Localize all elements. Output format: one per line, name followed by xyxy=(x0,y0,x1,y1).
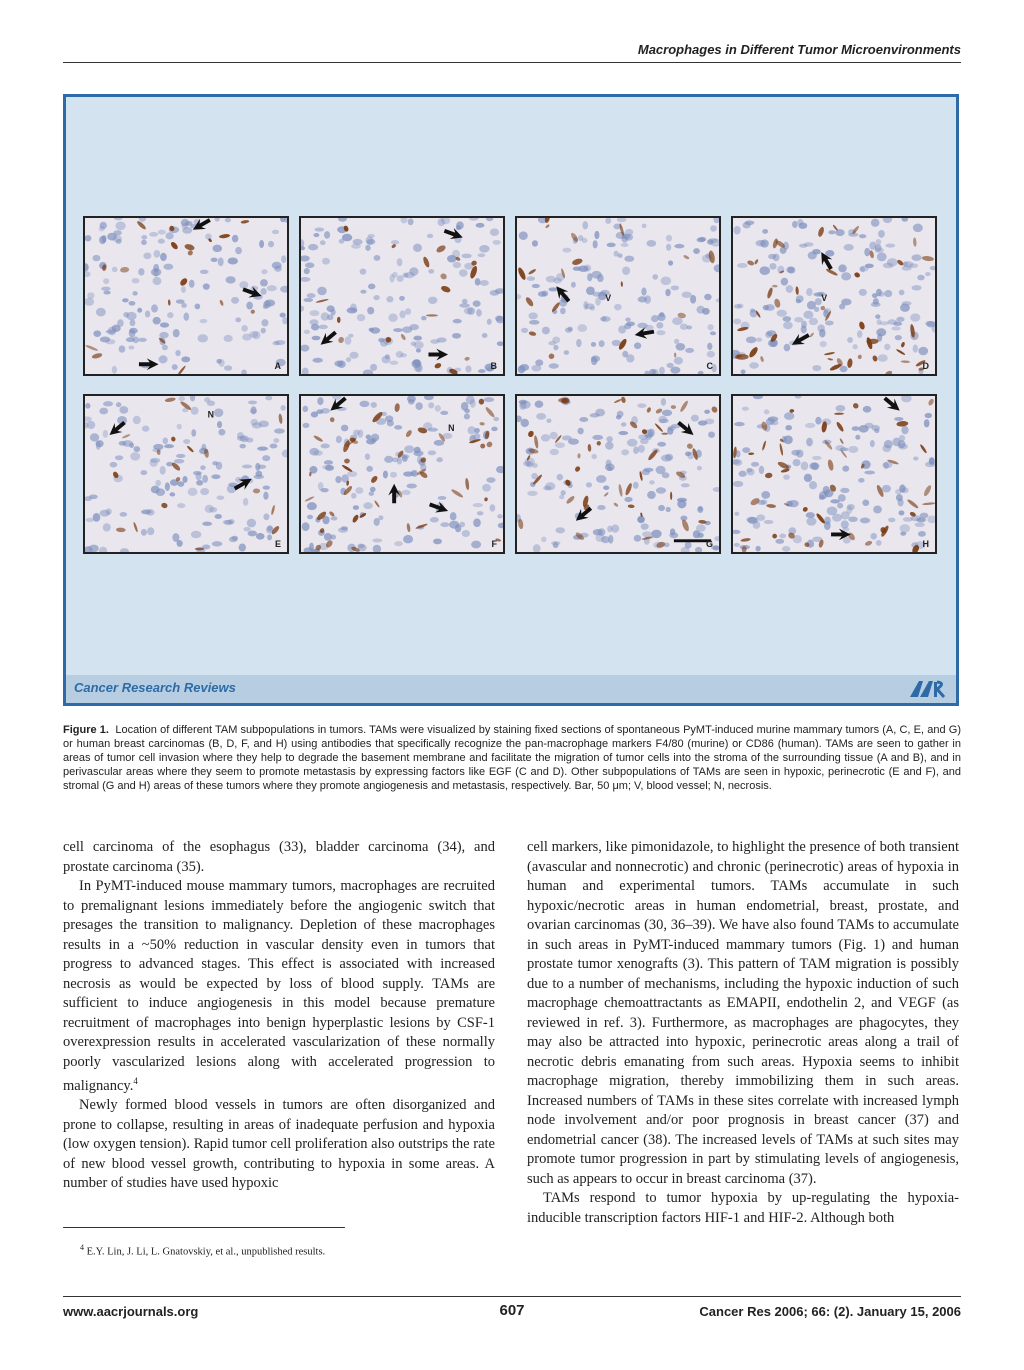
figure-caption xyxy=(63,723,961,793)
panel-letter: G xyxy=(705,539,713,549)
paragraph: Newly formed blood vessels in tumors are often disorganized and prone to collapse, resulting in areas of inadequate perfusion and hypoxia (low oxygen tension). Rapid tumor cell proliferation also outstrips the rate of new blood vessel growth, contributing to hypoxia in some areas. A number of studies have used hypoxic xyxy=(63,1097,495,1192)
panel-letter: E xyxy=(274,539,281,549)
figure-footer-bar xyxy=(66,675,956,703)
panel-label: V xyxy=(821,292,828,303)
running-title: Macrophages in Different Tumor Microenvironments xyxy=(637,42,961,57)
footnote-rule xyxy=(63,1227,345,1228)
footnote-ref[interactable]: 4 xyxy=(133,1076,138,1086)
right-column xyxy=(527,838,959,1228)
micrograph-image xyxy=(85,396,287,552)
figure-panel-a xyxy=(83,216,289,376)
figure-panel-g xyxy=(515,394,721,554)
panel-letter: C xyxy=(706,361,713,371)
panel-label: N xyxy=(448,423,455,434)
paragraph-text: In PyMT-induced mouse mammary tumors, macrophages are recruited to premalignant lesions immediately before the angiogenic switch that presages the transition to malignancy. Depletion of these macrophages results in a ~50% reduction in vascular density even in tumors that progress to advanced stages. This effect is associated with increased necrosis as would be expected by loss of blood supply. TAMs are sufficient to induce angiogenesis in this model because premature recruitment of macrophages into benign hyperplastic lesions by CSF-1 overexpression results in accelerated vascularization of these normally poorly vascularized lesions along with accelerated progression to malignancy. xyxy=(63,878,495,1094)
figure-label: Figure 1. xyxy=(63,724,109,736)
micrograph-image xyxy=(301,396,503,552)
panel-letter: F xyxy=(491,539,497,549)
panel-label: N xyxy=(207,409,214,420)
panel-letter: D xyxy=(922,361,929,371)
figure-panel-h xyxy=(731,394,937,554)
aacr-logo-icon xyxy=(906,677,948,701)
footnote-text: E.Y. Lin, J. Li, L. Gnatovskiy, et al., unpublished results. xyxy=(86,1246,326,1258)
caption-text: Location of different TAM subpopulations in tumors. TAMs were visualized by staining fixed sections of spontaneous PyMT-induced murine mammary tumors (A, C, E, and G) or human breast carcinomas (B, D, F, and H) using antibodies that specifically recognize the pan-macrophage markers F4/80 (murine) or CD86 (human). TAMs are seen to gather in areas of tumor cell invasion where they help to degrade the basement membrane and facilitate the migration of tumor cells into the stroma of the surrounding tissue (A and B), and in perivascular areas where they seem to promote metastasis by expressing factors like EGF (C and D). Other subpopulations of TAMs are seen in hypoxic, perinecrotic (E and F), and stromal (G and H) areas of these tumors where they promote angiogenesis and metastasis, respectively. Bar, 50 μm; V, blood vessel; N, necrosis. xyxy=(63,724,961,792)
figure-panel-c xyxy=(515,216,721,376)
figure-1 xyxy=(63,94,959,706)
figure-panel-f xyxy=(299,394,505,554)
figure-brand: Cancer Research Reviews xyxy=(74,680,236,695)
micrograph-image xyxy=(301,218,503,374)
footnote xyxy=(80,1243,325,1258)
paragraph xyxy=(63,877,495,1096)
panel-letter: H xyxy=(922,539,929,549)
paragraph: TAMs respond to tumor hypoxia by up-regulating the hypoxia-inducible transcription factors HIF-1 and HIF-2. Although both xyxy=(527,1190,959,1226)
left-column xyxy=(63,838,495,1194)
footnote-marker: 4 xyxy=(80,1243,84,1252)
figure-panel-d xyxy=(731,216,937,376)
micrograph-image xyxy=(733,218,935,374)
page-number: 607 xyxy=(499,1302,525,1319)
micrograph-image xyxy=(517,396,719,552)
header-rule xyxy=(63,62,961,63)
paragraph: cell markers, like pimonidazole, to highlight the presence of both transient (avascular and nonnecrotic) and chronic (perinecrotic) areas of hypoxia in human and experimental tumors. TAMs accumulate in such hypoxic/necrotic areas in human endometrial, breast, prostate, and ovarian carcinomas (30, 36–39). We have also found TAMs to accumulate in such areas in PyMT-induced mammary tumors (Fig. 1) and human prostate tumor xenografts (3). This pattern of TAM migration is possibly due to a number of mechanisms, including the hypoxic induction of such macrophage chemoattractants as EMAPII, endothelin 2, and VEGF (as reviewed in ref. 3). Furthermore, as macrophages are phagocytes, they may also be attracted into hypoxic, perinecrotic areas along a trail of necrotic debris emanating from such areas. Hypoxia seems to inhibit macrophage migration, thereby immobilizing them in such areas. Increased numbers of TAMs in these sites correlate with increased lymph node involvement and/or poor prognosis in breast cancer (37) and endometrial cancer (38). The increased levels of TAMs at such sites may promote tumor progression in part by stimulating levels of angiogenesis, such as appears to occur in breast carcinoma (37). xyxy=(527,839,959,1187)
micrograph-image xyxy=(733,396,935,552)
footer-rule xyxy=(63,1296,961,1297)
figure-panel-b xyxy=(299,216,505,376)
panel-label: V xyxy=(605,292,612,303)
journal-website[interactable]: www.aacrjournals.org xyxy=(63,1304,199,1319)
panel-letter: B xyxy=(490,361,497,371)
micrograph-image xyxy=(517,218,719,374)
journal-citation: Cancer Res 2006; 66: (2). January 15, 2006 xyxy=(699,1304,961,1319)
panel-letter: A xyxy=(274,361,281,371)
figure-panel-e xyxy=(83,394,289,554)
micrograph-image xyxy=(85,218,287,374)
paragraph: cell carcinoma of the esophagus (33), bladder carcinoma (34), and prostate carcinoma (35). xyxy=(63,839,495,875)
